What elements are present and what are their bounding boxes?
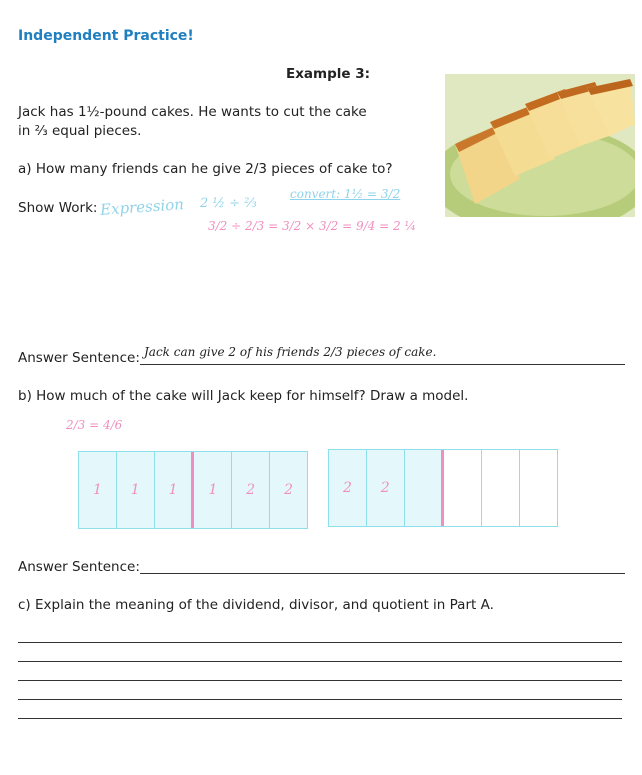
writing-line	[18, 718, 622, 719]
writing-line	[18, 680, 622, 681]
model-cell: 2	[269, 452, 307, 528]
equivalent-work: 2/3 = 4/6	[66, 418, 123, 432]
model-cell: 2	[366, 450, 404, 526]
page-title: Independent Practice!	[18, 28, 194, 44]
calculation-work: 3/2 ÷ 2/3 = 3/2 × 3/2 = 9/4 = 2 ¼	[208, 219, 417, 233]
model-cell: 1	[116, 452, 154, 528]
writing-line	[18, 642, 622, 643]
problem-line-2: in ⅔ equal pieces.	[18, 123, 142, 139]
model-cell: 2	[231, 452, 269, 528]
model-cell: 2	[342, 480, 352, 496]
writing-line	[18, 661, 622, 662]
model-cell-empty	[441, 450, 481, 526]
question-c: c) Explain the meaning of the dividend, divisor, and quotient in Part A.	[18, 597, 494, 613]
writing-line	[18, 699, 622, 700]
answer-a-text: Jack can give 2 of his friends 2/3 pieces of cake.	[144, 345, 437, 359]
example-heading: Example 3:	[286, 66, 371, 82]
answer-label-b: Answer Sentence:	[18, 559, 140, 575]
model-cell: 1	[191, 452, 231, 528]
expression-work: 2 ½ ÷ ⅔	[200, 196, 257, 211]
model-cell	[404, 450, 442, 526]
answer-line-a	[140, 364, 625, 365]
expression-label: Expression	[99, 195, 185, 219]
question-a: a) How many friends can he give 2/3 pieces of cake to?	[18, 161, 393, 177]
show-work-label: Show Work:	[18, 200, 98, 216]
model-bar-2	[328, 449, 558, 527]
problem-line-1: Jack has 1½-pound cakes. He wants to cut the cake	[18, 104, 367, 120]
convert-work: convert: 1½ = 3/2	[290, 187, 401, 201]
model-cell: 1	[154, 452, 192, 528]
answer-line-b	[140, 573, 625, 574]
question-b: b) How much of the cake will Jack keep for himself? Draw a model.	[18, 388, 469, 404]
model-cell-empty	[481, 450, 519, 526]
model-cell-empty	[519, 450, 557, 526]
answer-label-a: Answer Sentence:	[18, 350, 140, 366]
cake-photo	[445, 74, 635, 217]
model-bar-1	[78, 451, 308, 529]
model-cell: 1	[92, 482, 102, 498]
